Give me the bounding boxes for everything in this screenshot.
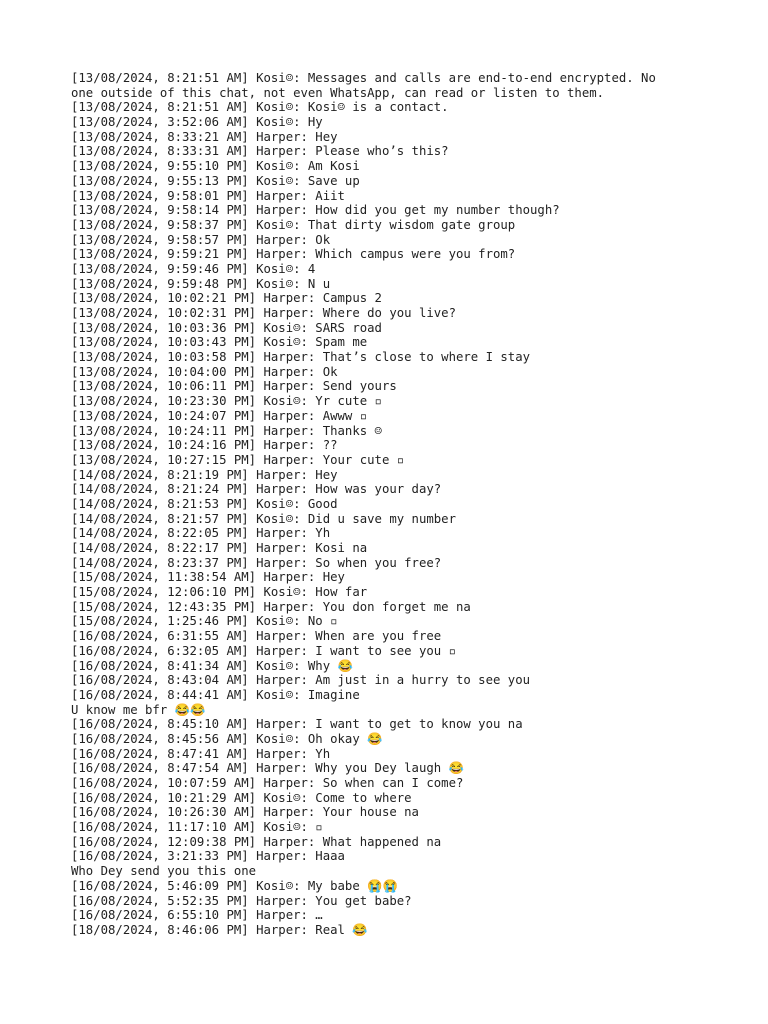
chat-line: [14/08/2024, 8:22:17 PM] Harper: Kosi na bbox=[71, 541, 368, 555]
chat-line: [16/08/2024, 11:17:10 AM] Kosi☺: ▫ bbox=[71, 820, 323, 835]
chat-line: [13/08/2024, 9:55:10 PM] Kosi☺: Am Kosi bbox=[71, 159, 360, 174]
chat-line: [14/08/2024, 8:21:57 PM] Kosi☺: Did u save my number bbox=[71, 511, 456, 526]
chat-line: [15/08/2024, 11:38:54 AM] Harper: Hey bbox=[71, 570, 345, 585]
chat-line: [13/08/2024, 8:21:51 AM] Kosi☺: Messages and calls are end-to-end encrypted. No bbox=[71, 71, 656, 85]
chat-line: [16/08/2024, 10:21:29 AM] Kosi☺: Come to where bbox=[71, 790, 412, 805]
chat-line: [16/08/2024, 8:44:41 AM] Kosi☺: Imagine bbox=[71, 687, 360, 702]
chat-line: [15/08/2024, 12:06:10 PM] Kosi☺: How far bbox=[71, 585, 368, 600]
chat-line: [16/08/2024, 10:07:59 AM] Harper: So when can I come? bbox=[71, 776, 464, 790]
chat-log bbox=[71, 71, 731, 938]
chat-line: [13/08/2024, 10:02:21 PM] Harper: Campus 2 bbox=[71, 291, 382, 306]
chat-line: [16/08/2024, 8:47:41 AM] Harper: Yh bbox=[71, 746, 331, 761]
chat-line: [13/08/2024, 9:59:48 PM] Kosi☺: N u bbox=[71, 276, 331, 291]
chat-line: [16/08/2024, 8:45:56 AM] Kosi☺: Oh okay 😂 bbox=[71, 731, 383, 746]
chat-line: [16/08/2024, 8:41:34 AM] Kosi☺: Why 😂 bbox=[71, 658, 353, 673]
chat-line: [16/08/2024, 10:26:30 AM] Harper: Your house na bbox=[71, 805, 419, 820]
chat-line: [14/08/2024, 8:23:37 PM] Harper: So when you free? bbox=[71, 555, 442, 570]
chat-line: [18/08/2024, 8:46:06 PM] Harper: Real 😂 bbox=[71, 922, 368, 937]
chat-line: [13/08/2024, 10:24:16 PM] Harper: ?? bbox=[71, 438, 338, 453]
chat-line: [13/08/2024, 9:58:37 PM] Kosi☺: That dirty wisdom gate group bbox=[71, 217, 516, 232]
chat-line: [13/08/2024, 3:52:06 AM] Kosi☺: Hy bbox=[71, 115, 323, 130]
chat-line: [13/08/2024, 9:58:57 PM] Harper: Ok bbox=[71, 232, 331, 247]
chat-line: [13/08/2024, 9:59:46 PM] Kosi☺: 4 bbox=[71, 261, 316, 276]
chat-line: U know me bfr 😂😂 bbox=[71, 702, 206, 717]
chat-line: [14/08/2024, 8:21:53 PM] Kosi☺: Good bbox=[71, 496, 338, 511]
chat-line: [13/08/2024, 10:27:15 PM] Harper: Your cute ▫ bbox=[71, 452, 405, 467]
chat-line: [16/08/2024, 6:31:55 AM] Harper: When are you free bbox=[71, 629, 442, 644]
chat-line: [13/08/2024, 10:24:07 PM] Harper: Awww ▫ bbox=[71, 408, 368, 423]
chat-line: [13/08/2024, 10:03:43 PM] Kosi☺: Spam me bbox=[71, 335, 368, 350]
chat-line: [16/08/2024, 8:45:10 AM] Harper: I want to get to know you na bbox=[71, 717, 523, 732]
chat-line: [13/08/2024, 9:55:13 PM] Kosi☺: Save up bbox=[71, 173, 360, 188]
chat-line: [16/08/2024, 12:09:38 PM] Harper: What happened na bbox=[71, 834, 442, 849]
chat-line: [16/08/2024, 5:52:35 PM] Harper: You get babe? bbox=[71, 893, 412, 908]
chat-line: Who Dey send you this one bbox=[71, 864, 257, 879]
chat-line: [14/08/2024, 8:21:19 PM] Harper: Hey bbox=[71, 467, 338, 482]
chat-line: [13/08/2024, 9:58:01 PM] Harper: Aiit bbox=[71, 188, 345, 203]
chat-line: [13/08/2024, 10:24:11 PM] Harper: Thanks ☺ bbox=[71, 423, 382, 438]
chat-line: [13/08/2024, 10:04:00 PM] Harper: Ok bbox=[71, 364, 338, 379]
chat-line: [16/08/2024, 3:21:33 PM] Harper: Haaa bbox=[71, 849, 345, 864]
chat-line: [16/08/2024, 8:43:04 AM] Harper: Am just in a hurry to see you bbox=[71, 673, 531, 688]
chat-line: [16/08/2024, 6:32:05 AM] Harper: I want to see you ▫ bbox=[71, 643, 456, 658]
chat-line: [13/08/2024, 10:06:11 PM] Harper: Send yours bbox=[71, 379, 397, 394]
chat-line: [14/08/2024, 8:21:24 PM] Harper: How was your day? bbox=[71, 482, 442, 497]
chat-line: [15/08/2024, 1:25:46 PM] Kosi☺: No ▫ bbox=[71, 614, 338, 629]
chat-line: [13/08/2024, 8:33:21 AM] Harper: Hey bbox=[71, 129, 338, 144]
chat-line: [13/08/2024, 10:23:30 PM] Kosi☺: Yr cute ▫ bbox=[71, 394, 382, 409]
chat-line: [13/08/2024, 9:58:14 PM] Harper: How did you get my number though? bbox=[71, 203, 560, 218]
chat-line: [13/08/2024, 10:03:58 PM] Harper: That’s close to where I stay bbox=[71, 350, 531, 365]
chat-line: [13/08/2024, 10:03:36 PM] Kosi☺: SARS road bbox=[71, 320, 382, 335]
chat-line: [14/08/2024, 8:22:05 PM] Harper: Yh bbox=[71, 526, 331, 541]
chat-line: [13/08/2024, 10:02:31 PM] Harper: Where do you live? bbox=[71, 306, 456, 320]
chat-line: [15/08/2024, 12:43:35 PM] Harper: You don forget me na bbox=[71, 599, 471, 614]
chat-line: [16/08/2024, 8:47:54 AM] Harper: Why you Dey laugh 😂 bbox=[71, 761, 464, 776]
chat-line: one outside of this chat, not even WhatsApp, can read or listen to them. bbox=[71, 85, 605, 100]
chat-line: [16/08/2024, 6:55:10 PM] Harper: … bbox=[71, 908, 323, 923]
chat-line: [13/08/2024, 9:59:21 PM] Harper: Which campus were you from? bbox=[71, 247, 516, 262]
chat-line: [13/08/2024, 8:21:51 AM] Kosi☺: Kosi☺ is a contact. bbox=[71, 100, 449, 115]
chat-line: [16/08/2024, 5:46:09 PM] Kosi☺: My babe 😭😭 bbox=[71, 878, 398, 893]
chat-line: [13/08/2024, 8:33:31 AM] Harper: Please who’s this? bbox=[71, 144, 449, 159]
